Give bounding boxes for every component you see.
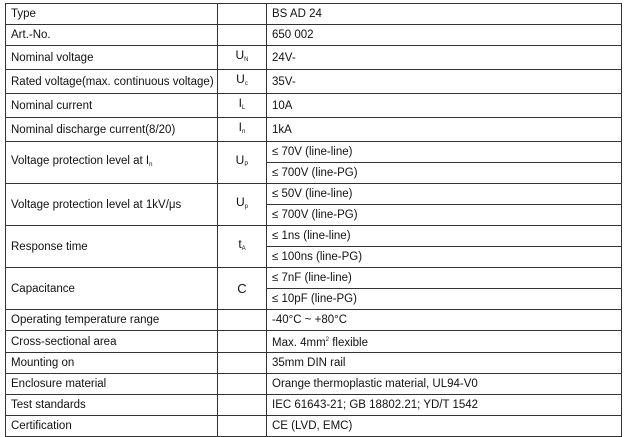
row-symbol bbox=[218, 94, 267, 118]
table-row bbox=[6, 142, 622, 184]
value-line: ≤ 7nF (line-line) bbox=[272, 272, 352, 284]
row-symbol bbox=[218, 353, 267, 374]
symbol-letter: U bbox=[235, 153, 245, 167]
row-value: IEC 61643-21; GB 18802.21; YD/T 1542 bbox=[267, 395, 622, 416]
table-row bbox=[6, 353, 622, 374]
row-label: Type bbox=[6, 4, 218, 25]
row-symbol bbox=[218, 226, 267, 268]
row-label: Cross-sectional area bbox=[6, 331, 218, 353]
symbol-letter: t bbox=[238, 237, 242, 251]
row-value bbox=[267, 268, 622, 310]
row-symbol bbox=[218, 374, 267, 395]
symbol-letter: U bbox=[235, 48, 245, 62]
row-label: Nominal discharge current(8/20) bbox=[6, 118, 218, 142]
row-label: Mounting on bbox=[6, 353, 218, 374]
row-value: Orange thermoplastic material, UL94-V0 bbox=[267, 374, 622, 395]
value-line: ≤ 50V (line-line) bbox=[272, 188, 353, 200]
row-value bbox=[267, 331, 622, 353]
specification-table bbox=[5, 3, 622, 437]
row-symbol bbox=[218, 25, 267, 46]
symbol-letter: U bbox=[235, 195, 245, 209]
row-label: Nominal current bbox=[6, 94, 218, 118]
spec-sheet bbox=[5, 3, 621, 437]
row-symbol bbox=[218, 331, 267, 353]
table-row bbox=[6, 4, 622, 25]
table-row bbox=[6, 25, 622, 46]
value-line: ≤ 70V (line-line) bbox=[272, 146, 353, 158]
row-symbol bbox=[218, 268, 267, 310]
row-label bbox=[6, 142, 218, 184]
table-row bbox=[6, 70, 622, 94]
symbol-subscript: L bbox=[242, 105, 246, 111]
table-row bbox=[6, 395, 622, 416]
row-value: 10A bbox=[267, 94, 622, 118]
row-value bbox=[267, 226, 622, 268]
row-symbol bbox=[218, 184, 267, 226]
row-label: Response time bbox=[6, 226, 218, 268]
row-label: Certification bbox=[6, 416, 218, 437]
row-label: Rated voltage(max. continuous voltage) bbox=[6, 70, 218, 94]
table-row bbox=[6, 184, 622, 226]
row-symbol bbox=[218, 142, 267, 184]
row-symbol bbox=[218, 4, 267, 25]
row-value: 650 002 bbox=[267, 25, 622, 46]
symbol-letter: I bbox=[238, 120, 242, 134]
value-tail: flexible bbox=[329, 337, 369, 349]
row-label: Voltage protection level at 1kV/μs bbox=[6, 184, 218, 226]
row-value: 35V- bbox=[267, 70, 622, 94]
row-label: Nominal voltage bbox=[6, 46, 218, 70]
row-value bbox=[267, 142, 622, 184]
row-label-subscript: n bbox=[149, 161, 153, 168]
row-value: -40°C ~ +80°C bbox=[267, 310, 622, 331]
row-label-text: Voltage protection level at I bbox=[11, 154, 150, 167]
table-row bbox=[6, 331, 622, 353]
symbol-letter: U bbox=[236, 72, 245, 86]
row-label: Test standards bbox=[6, 395, 218, 416]
table-row bbox=[6, 374, 622, 395]
value-line: ≤ 100ns (line-PG) bbox=[267, 246, 621, 267]
row-label: Art.-No. bbox=[6, 25, 218, 46]
symbol-subscript: c bbox=[244, 81, 248, 87]
table-row bbox=[6, 118, 622, 142]
symbol-letter: I bbox=[238, 96, 242, 110]
value-line: ≤ 10pF (line-PG) bbox=[267, 288, 621, 309]
table-row bbox=[6, 226, 622, 268]
row-label: Operating temperature range bbox=[6, 310, 218, 331]
row-symbol bbox=[218, 70, 267, 94]
value-superscript: 2 bbox=[325, 337, 330, 343]
row-value: 24V- bbox=[267, 46, 622, 70]
value-line: ≤ 700V (line-PG) bbox=[267, 204, 621, 225]
symbol-subscript: p bbox=[244, 204, 248, 210]
row-value: 1kA bbox=[267, 118, 622, 142]
table-row bbox=[6, 268, 622, 310]
value-line: ≤ 1ns (line-line) bbox=[272, 230, 351, 242]
row-value: 35mm DIN rail bbox=[267, 353, 622, 374]
value-text: Max. 4mm bbox=[272, 337, 326, 349]
row-symbol bbox=[218, 395, 267, 416]
row-symbol bbox=[218, 416, 267, 437]
table-row bbox=[6, 46, 622, 70]
table-row bbox=[6, 416, 622, 437]
symbol-letter: C bbox=[237, 280, 247, 296]
row-label: Enclosure material bbox=[6, 374, 218, 395]
row-value: BS AD 24 bbox=[267, 4, 622, 25]
row-value bbox=[267, 184, 622, 226]
row-symbol bbox=[218, 118, 267, 142]
row-label: Capacitance bbox=[6, 268, 218, 310]
symbol-subscript: n bbox=[242, 129, 246, 135]
table-row bbox=[6, 94, 622, 118]
table-row bbox=[6, 310, 622, 331]
symbol-subscript: A bbox=[241, 246, 246, 252]
value-line: ≤ 700V (line-PG) bbox=[267, 162, 621, 183]
symbol-subscript: P bbox=[244, 162, 249, 168]
symbol-subscript: N bbox=[244, 57, 249, 63]
row-symbol bbox=[218, 46, 267, 70]
row-value: CE (LVD, EMC) bbox=[267, 416, 622, 437]
row-symbol bbox=[218, 310, 267, 331]
